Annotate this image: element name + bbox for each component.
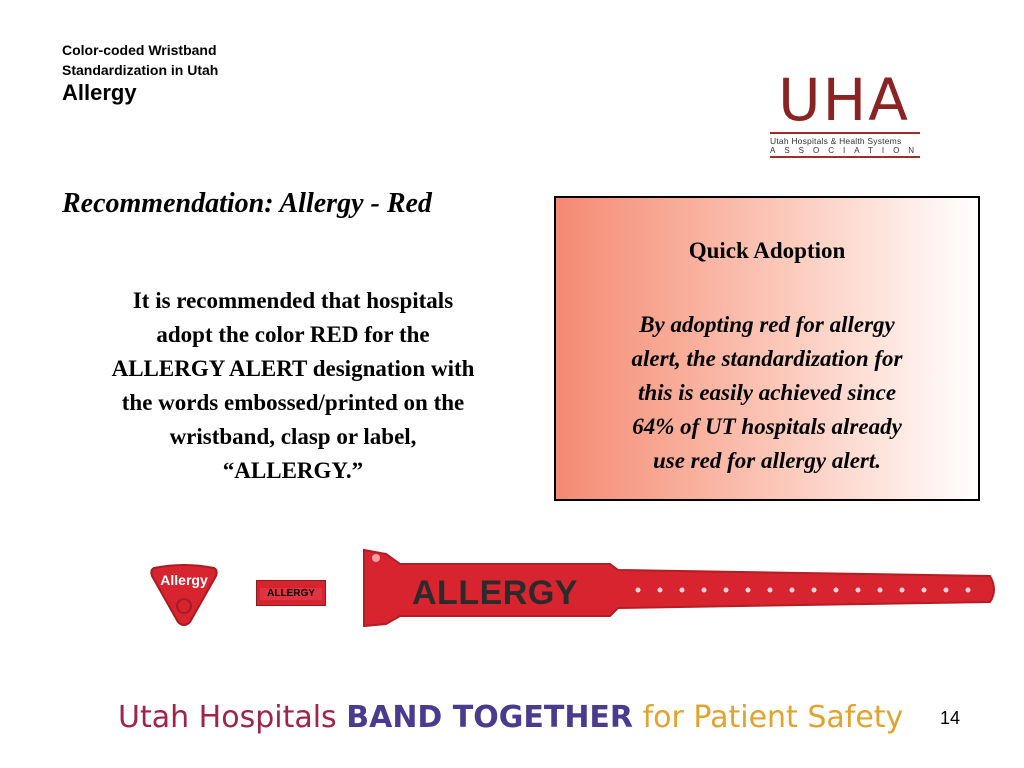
footer-tagline (118, 700, 903, 735)
header-line-1: Color-coded Wristband (62, 42, 217, 58)
callout-line: this is easily achieved since (637, 380, 897, 405)
allergy-clasp-image (148, 562, 220, 628)
wristband-label: ALLERGY (412, 574, 578, 612)
quick-adoption-callout (554, 196, 980, 501)
recommendation-line: ALLERGY ALERT designation with (111, 356, 475, 381)
footer-part-3: for Patient Safety (633, 700, 904, 735)
recommendation-body (62, 284, 524, 488)
callout-line: By adopting red for allergy (639, 312, 895, 337)
uha-name: Utah Hospitals & Health Systems (770, 132, 920, 146)
header-title: Allergy (62, 80, 137, 105)
uha-letters: UHA (778, 66, 910, 132)
recommendation-line: wristband, clasp or label, (169, 424, 417, 449)
slide-header (62, 40, 218, 106)
callout-title: Quick Adoption (688, 238, 846, 263)
header-line-2: Standardization in Utah (62, 62, 219, 78)
footer-part-1: Utah Hospitals (118, 700, 347, 735)
callout-line: use red for allergy alert. (652, 448, 882, 473)
allergy-wristband-image (360, 546, 998, 630)
sticker-label: ALLERGY (260, 588, 322, 600)
allergy-label-sticker (256, 580, 326, 606)
uha-logo (766, 62, 922, 160)
callout-body (556, 308, 978, 478)
uha-logo-letters (766, 62, 922, 132)
clasp-label: Allergy (160, 572, 208, 588)
callout-line: 64% of UT hospitals already (632, 414, 902, 439)
recommendation-title: Recommendation: Allergy - Red (62, 188, 432, 219)
recommendation-line: It is recommended that hospitals (132, 288, 454, 313)
recommendation-line: adopt the color RED for the (156, 322, 430, 347)
recommendation-line: the words embossed/printed on the (121, 390, 465, 415)
footer-part-2: BAND TOGETHER (346, 700, 634, 735)
page-number: 14 (940, 708, 961, 728)
uha-association: ASSOCIATION (770, 146, 920, 158)
callout-line: alert, the standardization for (631, 346, 903, 371)
recommendation-line: “ALLERGY.” (222, 458, 364, 483)
